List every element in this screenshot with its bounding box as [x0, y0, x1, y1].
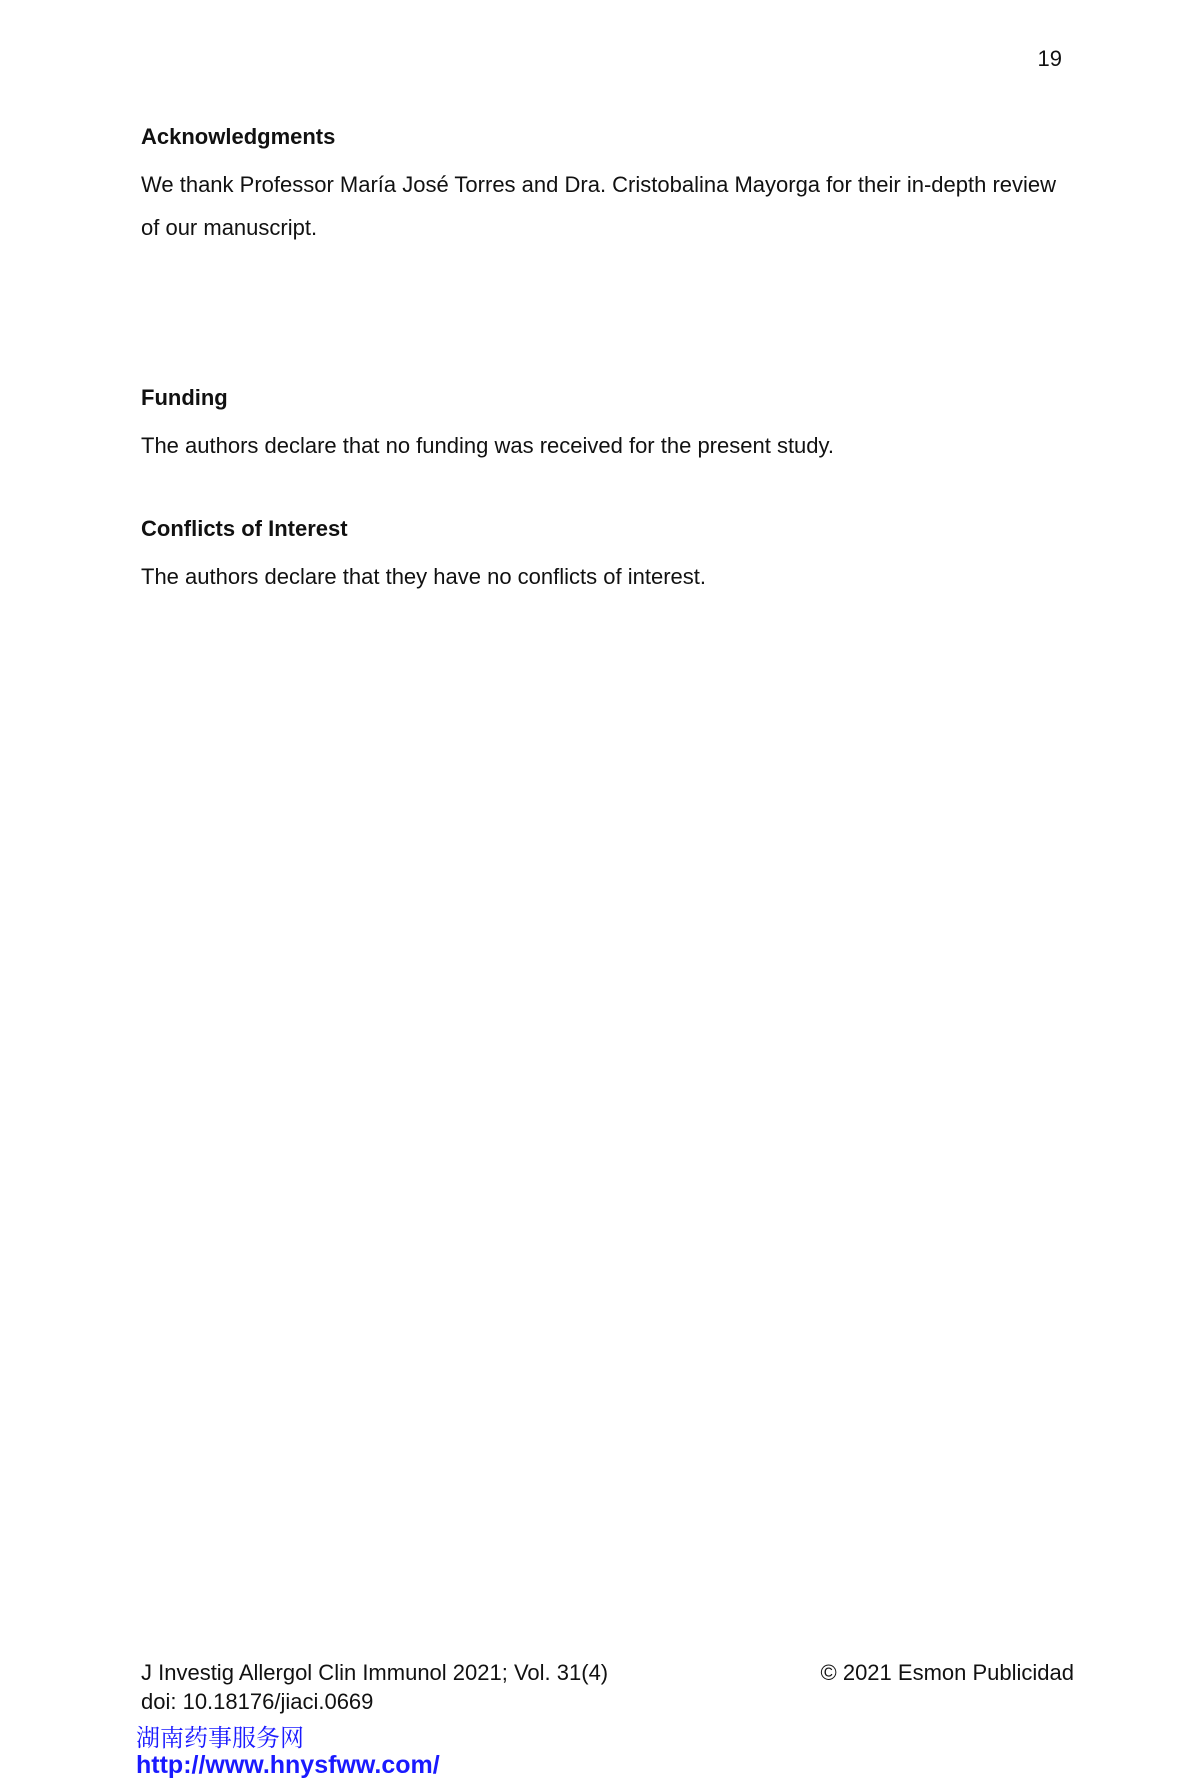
funding-heading: Funding: [141, 385, 228, 410]
conflicts-section: [141, 516, 1071, 598]
conflicts-heading: Conflicts of Interest: [141, 516, 348, 541]
acknowledgments-section: [141, 124, 1071, 249]
acknowledgments-text: We thank Professor María José Torres and Dra. Cristobalina Mayorga for their in-depth review of our manuscript.: [141, 172, 1057, 241]
footer-citation: [141, 1658, 608, 1716]
footer-journal: J Investig Allergol Clin Immunol 2021; Vol. 31(4): [141, 1660, 609, 1685]
funding-text: The authors declare that no funding was received for the present study.: [141, 433, 834, 459]
funding-section: [141, 385, 1071, 467]
acknowledgments-heading: Acknowledgments: [141, 124, 336, 149]
page-number: 19: [1037, 46, 1062, 71]
watermark-chinese-text: 湖南药事服务网: [136, 1724, 304, 1752]
conflicts-text: The authors declare that they have no conflicts of interest.: [141, 564, 706, 590]
watermark: [136, 1724, 440, 1779]
footer-copyright: © 2021 Esmon Publicidad: [820, 1660, 1074, 1685]
footer-doi: doi: 10.18176/jiaci.0669: [141, 1689, 374, 1714]
watermark-link[interactable]: http://www.hnysfww.com/: [136, 1751, 440, 1779]
